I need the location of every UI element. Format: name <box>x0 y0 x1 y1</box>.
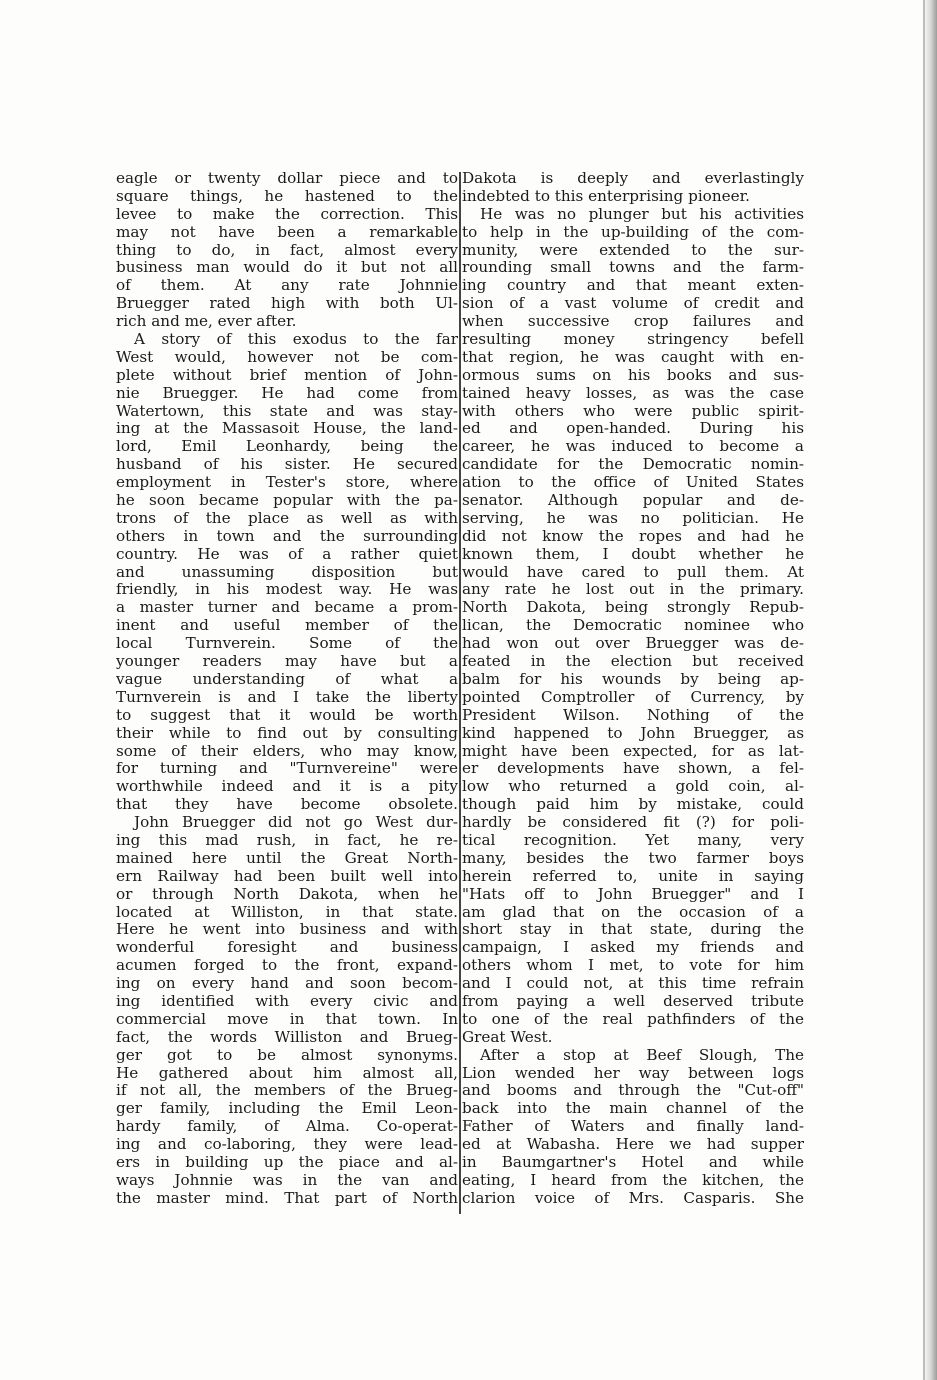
text-line: ing at the Massasoit House, the land- <box>116 420 458 438</box>
text-line: Here he went into business and with <box>116 921 458 939</box>
text-line: to suggest that it would be worth <box>116 706 458 724</box>
text-line: "Hats off to John Bruegger" and I <box>462 885 804 903</box>
text-line: rounding small towns and the farm- <box>462 259 804 277</box>
text-line: nie Bruegger. He had come from <box>116 384 458 402</box>
text-line: fact, the words Williston and Brueg- <box>116 1028 458 1046</box>
text-line: feated in the election but received <box>462 653 804 671</box>
text-line: pointed Comptroller of Currency, by <box>462 688 804 706</box>
text-line: indebted to this enterprising pioneer. <box>462 187 750 205</box>
text-line: North Dakota, being strongly Repub- <box>462 599 804 617</box>
text-line: business man would do it but not all <box>116 259 458 277</box>
text-line: After a stop at Beef Slough, The <box>480 1046 804 1064</box>
text-line: ormous sums on his books and sus- <box>462 366 804 384</box>
text-line: and unassuming disposition but <box>116 563 458 581</box>
text-line: had won out over Bruegger was de- <box>462 635 804 653</box>
page-edge-shadow <box>923 0 937 1380</box>
text-line: located at Williston, in that state. <box>116 903 458 921</box>
text-line: with others who were public spirit- <box>462 402 804 420</box>
text-line: tained heavy losses, as was the case <box>462 384 804 402</box>
text-line: might have been expected, for as lat- <box>462 742 804 760</box>
text-line: the master mind. That part of North <box>116 1189 458 1207</box>
text-line: that they have become obsolete. <box>116 796 458 814</box>
text-line: serving, he was no politician. He <box>462 509 804 527</box>
text-line: career, he was induced to become a <box>462 438 804 456</box>
text-line: that region, he was caught with en- <box>462 348 804 366</box>
text-line: others whom I met, to vote for him <box>462 957 804 975</box>
text-line: He was no plunger but his activities <box>480 205 804 223</box>
text-line: munity, were extended to the sur- <box>462 241 804 259</box>
text-line: or through North Dakota, when he <box>116 885 458 903</box>
text-line: husband of his sister. He secured <box>116 456 458 474</box>
text-line: he soon became popular with the pa- <box>116 492 458 510</box>
text-line: ern Railway had been built well into <box>116 867 458 885</box>
text-line: square things, he hastened to the <box>116 187 458 205</box>
text-line: Lion wended her way between logs <box>462 1064 804 1082</box>
text-line: if not all, the members of the Brueg- <box>116 1082 458 1100</box>
text-line: mained here until the Great North- <box>116 849 458 867</box>
right-text-column <box>462 170 804 1208</box>
text-line: though paid him by mistake, could <box>462 796 804 814</box>
text-line: balm for his wounds by being ap- <box>462 670 804 688</box>
text-line: ing and co-laboring, they were lead- <box>116 1136 458 1154</box>
text-line: tical recognition. Yet many, very <box>462 831 804 849</box>
text-line: and I could not, at this time refrain <box>462 975 804 993</box>
text-line: commercial move in that town. In <box>116 1010 458 1028</box>
text-line: inent and useful member of the <box>116 617 458 635</box>
text-line: their while to find out by consulting <box>116 724 458 742</box>
text-line: any rate he lost out in the primary. <box>462 581 804 599</box>
text-line: did not know the ropes and had he <box>462 527 804 545</box>
text-line: back into the main channel of the <box>462 1100 804 1118</box>
text-line: ing this mad rush, in fact, he re- <box>116 831 458 849</box>
text-line: local Turnverein. Some of the <box>116 635 458 653</box>
text-line: from paying a well deserved tribute <box>462 992 804 1010</box>
text-line: campaign, I asked my friends and <box>462 939 804 957</box>
text-line: ers in building up the piace and al- <box>116 1153 458 1171</box>
text-line: some of their elders, who may know, <box>116 742 458 760</box>
text-line: Dakota is deeply and everlastingly <box>462 170 804 187</box>
text-line: to help in the up-building of the com- <box>462 223 804 241</box>
text-line: West would, however not be com- <box>116 348 458 366</box>
text-line: hardy family, of Alma. Co-operat- <box>116 1118 458 1136</box>
text-line: ing country and that meant exten- <box>462 277 804 295</box>
text-line: herein referred to, unite in saying <box>462 867 804 885</box>
text-line: He gathered about him almost all, <box>116 1064 458 1082</box>
text-line: A story of this exodus to the far <box>134 331 458 349</box>
text-line: thing to do, in fact, almost every <box>116 241 458 259</box>
text-line: eating, I heard from the kitchen, the <box>462 1171 804 1189</box>
text-line: kind happened to John Bruegger, as <box>462 724 804 742</box>
text-line: others in town and the surrounding <box>116 527 458 545</box>
text-line: clarion voice of Mrs. Casparis. She <box>462 1189 804 1207</box>
text-line: Bruegger rated high with both Ul- <box>116 295 458 313</box>
text-line: ing on every hand and soon becom- <box>116 975 458 993</box>
text-line: employment in Tester's store, where <box>116 474 458 492</box>
column-divider <box>459 172 461 1214</box>
text-line: short stay in that state, during the <box>462 921 804 939</box>
text-line: eagle or twenty dollar piece and to <box>116 170 458 187</box>
text-line: President Wilson. Nothing of the <box>462 706 804 724</box>
text-line: in Baumgartner's Hotel and while <box>462 1153 804 1171</box>
text-line: candidate for the Democratic nomin- <box>462 456 804 474</box>
left-text-column <box>116 170 458 1208</box>
text-line: lord, Emil Leonhardy, being the <box>116 438 458 456</box>
text-line: of them. At any rate Johnnie <box>116 277 458 295</box>
text-line: John Bruegger did not go West dur- <box>134 814 458 832</box>
text-line: ed and open-handed. During his <box>462 420 804 438</box>
text-line: known them, I doubt whether he <box>462 545 804 563</box>
text-line: ways Johnnie was in the van and <box>116 1171 458 1189</box>
text-line: low who returned a gold coin, al- <box>462 778 804 796</box>
page-edge-line <box>923 0 925 1380</box>
text-line: ation to the office of United States <box>462 474 804 492</box>
text-line: acumen forged to the front, expand- <box>116 957 458 975</box>
text-line: vague understanding of what a <box>116 670 458 688</box>
text-line: plete without brief mention of John- <box>116 366 458 384</box>
text-line: trons of the place as well as with <box>116 509 458 527</box>
text-line: resulting money stringency befell <box>462 331 804 349</box>
text-line: when successive crop failures and <box>462 313 804 331</box>
text-line: levee to make the correction. This <box>116 205 458 223</box>
text-line: Turnverein is and I take the liberty <box>116 688 458 706</box>
text-line: wonderful foresight and business <box>116 939 458 957</box>
text-line: Great West. <box>462 1028 553 1046</box>
text-line: ing identified with every civic and <box>116 992 458 1010</box>
text-line: Father of Waters and finally land- <box>462 1118 804 1136</box>
text-line: for turning and "Turnvereine" were <box>116 760 458 778</box>
text-line: hardly be considered fit (?) for poli- <box>462 814 804 832</box>
text-line: to one of the real pathfinders of the <box>462 1010 804 1028</box>
text-line: er developments have shown, a fel- <box>462 760 804 778</box>
text-line: many, besides the two farmer boys <box>462 849 804 867</box>
text-line: senator. Although popular and de- <box>462 492 804 510</box>
text-line: worthwhile indeed and it is a pity <box>116 778 458 796</box>
text-line: may not have been a remarkable <box>116 223 458 241</box>
text-line: a master turner and became a prom- <box>116 599 458 617</box>
text-line: lican, the Democratic nominee who <box>462 617 804 635</box>
text-line: sion of a vast volume of credit and <box>462 295 804 313</box>
text-line: and booms and through the "Cut-off" <box>462 1082 804 1100</box>
text-line: Watertown, this state and was stay- <box>116 402 458 420</box>
text-line: ger family, including the Emil Leon- <box>116 1100 458 1118</box>
text-line: rich and me, ever after. <box>116 313 297 331</box>
text-line: younger readers may have but a <box>116 653 458 671</box>
text-line: would have cared to pull them. At <box>462 563 804 581</box>
text-line: ger got to be almost synonyms. <box>116 1046 458 1064</box>
text-line: country. He was of a rather quiet <box>116 545 458 563</box>
text-line: friendly, in his modest way. He was <box>116 581 458 599</box>
text-line: ed at Wabasha. Here we had supper <box>462 1136 804 1154</box>
text-line: am glad that on the occasion of a <box>462 903 804 921</box>
